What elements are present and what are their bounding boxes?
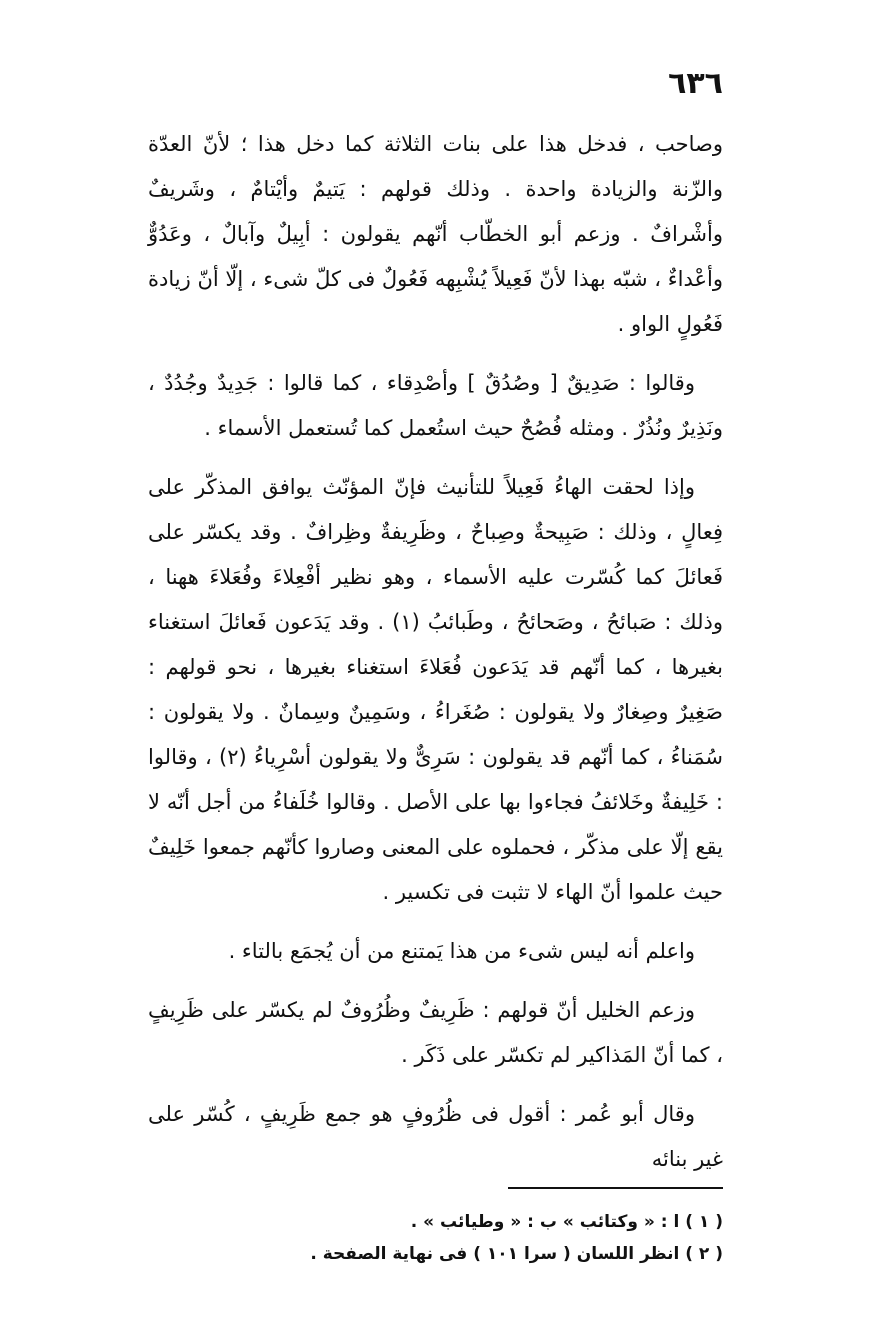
paragraph-5: وزعم الخليل أنّ قولهم : ظَرِيفٌ وظُرُوفٌ لم يكسّر على ظَرِيفٍ ، كما أنّ المَذاكير لم تكسّر على ذَكَر .: [148, 998, 723, 1067]
paragraph-6: وقال أبو عُمر : أقول فى ظُرُوفٍ هو جمع ظَرِيفٍ ، كُسّر على غير بنائه: [148, 1102, 723, 1171]
footnotes: [148, 1206, 723, 1270]
page-number: ٦٣٦: [668, 66, 723, 101]
paragraph-3: وإذا لحقت الهاءُ فَعِيلاً للتأنيث فإنّ المؤنّث يوافق المذكّر على فِعالٍ ، وذلك : صَبِيحةٌ وصِباحٌ ، وظَرِيفةٌ وظِرافٌ . وقد يكسّر على فَعائلَ كما كُسّرت عليه الأسماء ، وهو نظير أفْعِلاءَ وفُعَلاءَ ههنا ، وذلك : صَبائحُ ، وصَحائحُ ، وطَبائبُ (١) . وقد يَدَعون فَعائلَ استغناء بغيرها ، كما أنّهم قد يَدَعون فُعَلاءَ استغناء بغيرها ، نحو قولهم : صَغِيرٌ وصِغارٌ ولا يقولون : صُغَراءُ ، وسَمِينٌ وسِمانٌ . ولا يقولون : سُمَناءُ ، كما أنّهم قد يقولون : سَرِىٌّ ولا يقولون أسْرِياءُ (٢) ، وقالوا : خَلِيفةٌ وخَلائفُ فجاءوا بها على الأصل . وقالوا خُلَفاءُ من أجل أنّه لا يقع إلّا على مذكّر ، فحملوه على المعنى وصاروا كأنّهم جمعوا خَلِيفٌ حيث علموا أنّ الهاء لا تثبت فى تكسير .: [148, 475, 723, 904]
paragraph-4: واعلم أنه ليس شىء من هذا يَمتنع من أن يُجمَع بالتاء .: [228, 939, 695, 963]
footnote-2: ( ٢ ) انظر اللسان ( سرا ١٠١ ) فى نهاية الصفحة .: [310, 1244, 723, 1264]
footnote-divider: [508, 1187, 723, 1189]
footnote-1: ( ١ ) ا : « وكتائب » ب : « وطيائب » .: [410, 1212, 723, 1232]
paragraph-1: وصاحب ، فدخل هذا على بنات الثلاثة كما دخل هذا ؛ لأنّ العدّة والزّنة والزيادة واحدة . وذلك قولهم : يَتيمٌ وأيْتامٌ ، وشَريفٌ وأشْرافٌ . وزعم أبو الخطّاب أنّهم يقولون : أبِيلٌ وآبالٌ ، وعَدُوٌّ وأعْداءٌ ، شبّه بهذا لأنّ فَعِيلاً يُشْبِهه فَعُولٌ فى كلّ شىء ، إلّا أنّ زيادة فَعُولٍ الواو .: [148, 132, 723, 336]
main-text: [148, 122, 723, 1196]
paragraph-2: وقالوا : صَدِيقٌ [ وصُدُقٌ ] وأصْدِقاء ، كما قالوا : جَدِيدٌ وجُدُدٌ ، ونَذِيرٌ ونُذُرٌ . ومثله فُصُحٌ حيث استُعمل كما تُستعمل الأسماء .: [148, 371, 723, 440]
